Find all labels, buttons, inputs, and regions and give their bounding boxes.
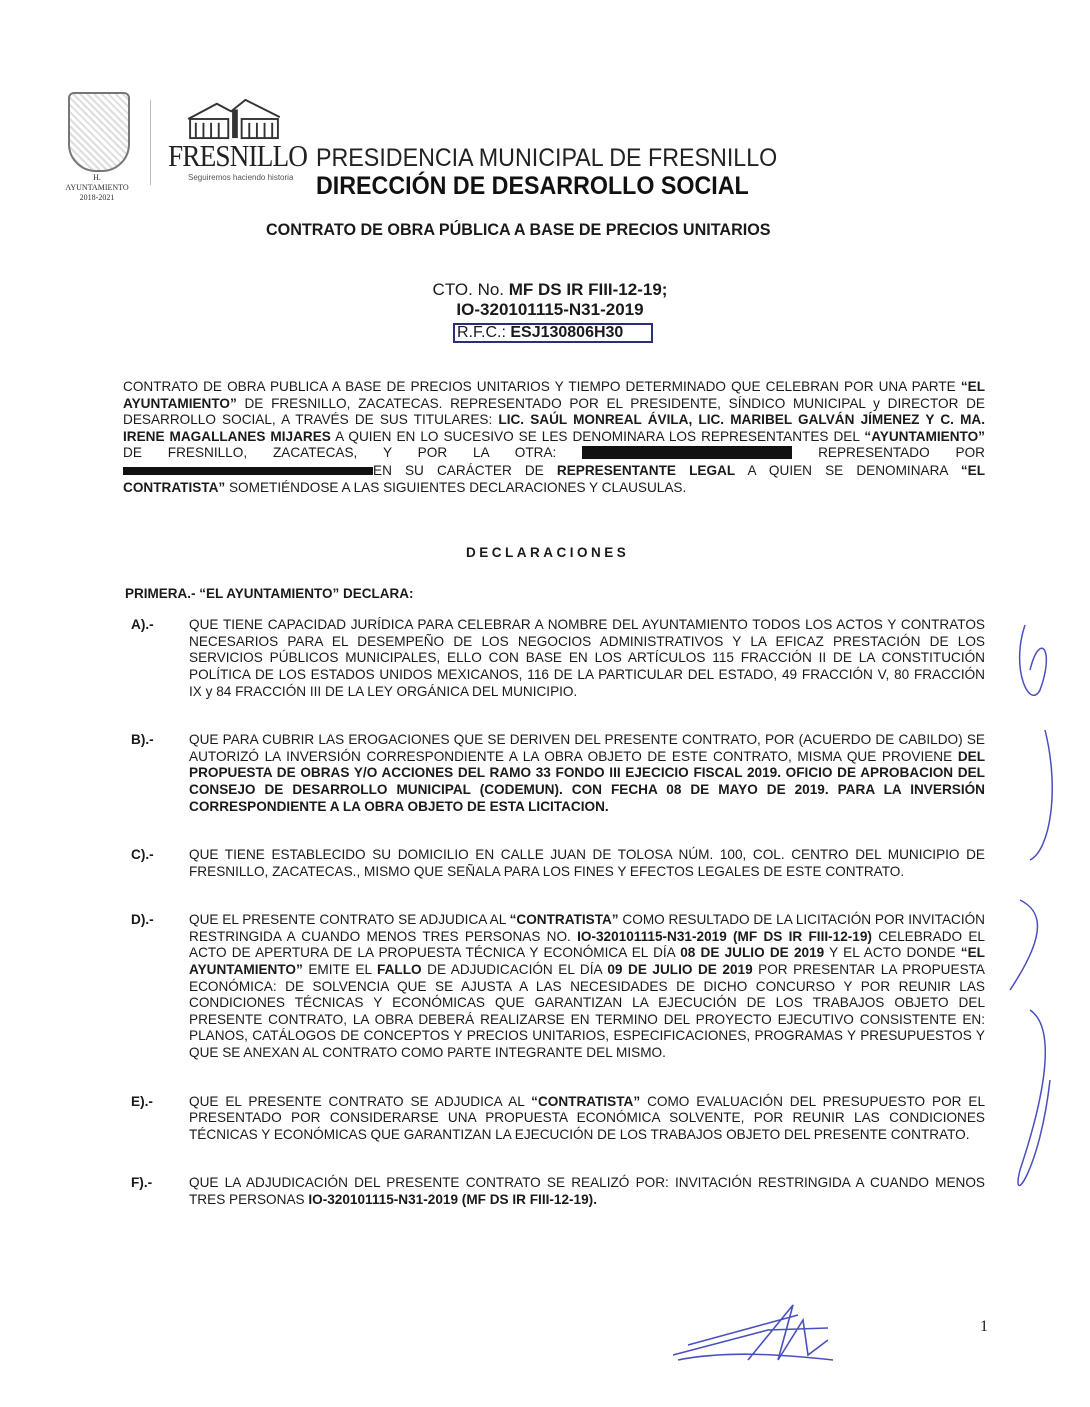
- rfc-box: [453, 323, 653, 343]
- header-title: PRESIDENCIA MUNICIPAL DE FRESNILLO: [316, 144, 778, 172]
- declaration-item-label: E).-: [131, 1093, 153, 1109]
- declaration-item: [123, 1175, 985, 1208]
- declaration-item-text: [189, 732, 985, 815]
- declaration-item: [123, 1094, 985, 1144]
- bottom-signature: [668, 1300, 838, 1372]
- text-segment: POR PRESENTAR LA PROPUESTA ECONÓMICA: DE SOLVENCIA QUE SE AJUSTA A LAS NECESIDADES DE DICHO CONCURSO Y POR REUNIR LAS CONDICIONES TÉCNICAS Y ECONÓMICAS QUE GARANTIZAN LA EJECUCIÓN DE LOS TRABAJOS OBJETO DEL PRESENTE CONTRATO, LA OBRA DEBERÁ REALIZARSE EN TERMINO DEL PROYECTO EJECUTIVO CONSISTENTE EN: PLANOS, CATÁLOGOS DE CONCEPTOS Y PRECIOS UNITARIOS, ESPECIFICACIONES, PROGRAMAS Y PRESUPUESTOS Y QUE SE ANEXAN AL CONTRATO COMO PARTE INTEGRANTE DEL MISMO.: [189, 962, 985, 1061]
- municipal-crest-logo: [68, 92, 130, 172]
- declaration-item-label: F).-: [131, 1175, 153, 1191]
- redacted-text: [582, 446, 792, 459]
- redacted-text: [123, 462, 373, 475]
- crest-caption: [62, 173, 132, 203]
- declaration-item-text: [189, 617, 985, 700]
- declaration-item-text: [189, 912, 985, 1061]
- text-segment: A QUIEN EN LO SUCESIVO SE LES DENOMINARA LOS REPRESENTANTES DEL: [330, 428, 865, 444]
- contract-number: [380, 280, 720, 300]
- bold-text: IO-320101115-N31-2019 (MF DS IR FIII-12-19).: [308, 1192, 597, 1207]
- bold-text: IO-320101115-N31-2019 (MF DS IR FIII-12-19): [577, 928, 872, 944]
- declaration-item-text: [189, 1094, 985, 1144]
- text-segment: COMO EVALUACIÓN DEL PRESUPUESTO POR EL PRESENTADO POR CONSIDERARSE UNA PROPUESTA ECONÓMICA SOLVENTE, POR REUNIR LAS CONDICIONES TÉCNICAS Y ECONÓMICAS QUE GARANTIZAN LA EJECUCIÓN DE LOS TRABAJOS OBJETO DEL PRESENTE CONTRATO.: [189, 1093, 985, 1142]
- text-segment: QUE LA ADJUDICACIÓN DEL PRESENTE CONTRATO SE REALIZÓ POR: INVITACIÓN RESTRINGIDA A CUANDO MENOS TRES PERSONAS: [189, 1175, 985, 1207]
- bold-text: FALLO: [377, 962, 422, 978]
- text-segment: QUE TIENE ESTABLECIDO SU DOMICILIO EN CALLE JUAN DE TOLOSA NÚM. 100, COL. CENTRO DEL MUNICIPIO DE FRESNILLO, ZACATECAS., MISMO QUE SEÑALA PARA LOS FINES Y EFECTOS LEGALES DE ESTE CONTRATO.: [189, 847, 985, 879]
- bold-text: LIC. SAÚL MONREAL ÁVILA, LIC. MARIBEL GALVÁN JÍMENEZ Y C. MA. IRENE MAGALLANES MIJARES: [123, 412, 985, 444]
- contract-heading: CONTRATO DE OBRA PÚBLICA A BASE DE PRECIOS UNITARIOS: [266, 220, 771, 239]
- text-segment: REPRESENTADO POR: [792, 445, 985, 461]
- declaration-items: [123, 617, 985, 1208]
- text-segment: DE FRESNILLO, ZACATECAS, Y POR LA OTRA:: [123, 445, 583, 461]
- contract-body: [123, 379, 985, 1241]
- contract-code: IO-320101115-N31-2019: [456, 300, 644, 319]
- bold-text: REPRESENTANTE LEGAL: [556, 462, 736, 478]
- text-segment: A QUIEN SE DENOMINARA: [735, 462, 961, 478]
- bold-text: “CONTRATISTA”: [509, 912, 619, 928]
- text-segment: DE ADJUDICACIÓN EL DÍA: [421, 962, 608, 978]
- text-segment: COMO RESULTADO DE LA LICITACIÓN POR INVITACIÓN RESTRINGIDA A CUANDO MENOS TRES PERSONAS NO.: [189, 912, 985, 944]
- bold-text: “EL AYUNTAMIENTO”: [189, 945, 985, 978]
- text-segment: CONTRATO DE OBRA PUBLICA A BASE DE PRECIOS UNITARIOS Y TIEMPO DETERMINADO QUE CELEBRAN POR UNA PARTE: [123, 379, 961, 394]
- declaration-item: [123, 847, 985, 880]
- rfc-value: ESJ130806H30: [510, 324, 624, 341]
- cto-prefix: CTO. No.: [432, 280, 509, 299]
- bold-text: DEL PROPUESTA DE OBRAS Y/O ACCIONES DEL RAMO 33 FONDO III EJECICIO FISCAL 2019. OFICIO DE APROBACION DEL CONSEJO DE DESARROLLO MUNICIPAL (CODEMUN). CON FECHA 08 DE MAYO DE 2019. PARA LA INVERSIÓN CORRESPONDIENTE A LA OBRA OBJETO DE ESTA LICITACION.: [189, 748, 985, 814]
- text-segment: EMITE EL: [302, 962, 378, 978]
- text-segment: DE FRESNILLO, ZACATECAS. REPRESENTADO POR EL PRESIDENTE, SÍNDICO MUNICIPAL y DIRECTOR DE DESARROLLO SOCIAL, A TRAVÉS DE SUS TITULARES:: [123, 395, 985, 428]
- declaration-item-label: A).-: [131, 617, 154, 633]
- declaration-item-label: C).-: [131, 847, 154, 863]
- crest-caption-line: H. AYUNTAMIENTO: [65, 173, 129, 192]
- cto-number: MF DS IR FIII-12-19;: [508, 280, 668, 299]
- declaration-item-text: [189, 1175, 985, 1208]
- margin-signature: [1000, 610, 1070, 1230]
- fresnillo-logo-text: FRESNILLO: [168, 138, 308, 173]
- text-segment: Y EL ACTO DONDE: [824, 945, 961, 961]
- page-number: 1: [980, 1318, 988, 1335]
- crest-caption-years: 2018-2021: [79, 193, 115, 202]
- bold-text: 08 DE JULIO DE 2019: [680, 945, 825, 961]
- declaration-item-label: D).-: [131, 912, 154, 928]
- bold-text: “AYUNTAMIENTO”: [864, 428, 985, 444]
- text-segment: QUE TIENE CAPACIDAD JURÍDICA PARA CELEBRAR A NOMBRE DEL AYUNTAMIENTO TODOS LOS ACTOS Y CONTRATOS NECESARIOS PARA EL DESEMPEÑO DE LOS NEGOCIOS ADMINISTRATIVOS Y LA EFICAZ PRESTACIÓN DE LOS SERVICIOS PÚBLICOS MUNICIPALES, ELLO CON BASE EN LOS ARTÍCULOS 115 FRACCIÓN II DE LA CONSTITUCIÓN POLÍTICA DE LOS ESTADOS UNIDOS MEXICANOS, 116 DE LA PARTICULAR DEL ESTADO, 49 FRACCIÓN V, 80 FRACCIÓN IX y 84 FRACCIÓN III DE LA LEY ORGÁNICA DEL MUNICIPIO.: [189, 617, 985, 699]
- header-subtitle: DIRECCIÓN DE DESARROLLO SOCIAL: [316, 172, 749, 200]
- bold-text: “EL AYUNTAMIENTO”: [123, 379, 985, 411]
- text-segment: QUE EL PRESENTE CONTRATO SE ADJUDICA AL: [189, 912, 510, 928]
- bold-text: 09 DE JULIO DE 2019: [607, 962, 753, 978]
- primera-heading: PRIMERA.- “EL AYUNTAMIENTO” DECLARA:: [125, 586, 414, 602]
- logo-tagline: Seguiremos haciendo historia: [188, 173, 294, 182]
- declarations-heading: DECLARACIONES: [466, 545, 630, 561]
- text-segment: QUE EL PRESENTE CONTRATO SE ADJUDICA AL: [189, 1093, 532, 1109]
- declaration-item: [123, 617, 985, 700]
- declaration-item-text: [189, 847, 985, 880]
- declaration-item: [123, 912, 985, 1061]
- bold-text: “CONTRATISTA”: [531, 1093, 641, 1109]
- declaration-item-label: B).-: [131, 732, 154, 748]
- text-segment: SOMETIÉNDOSE A LAS SIGUIENTES DECLARACIONES Y CLAUSULAS.: [225, 479, 687, 495]
- text-segment: EN SU CARÁCTER DE: [373, 462, 557, 478]
- intro-paragraph: [123, 379, 985, 496]
- text-segment: CELEBRADO EL ACTO DE APERTURA DE LA PROPUESTA TÉCNICA Y ECONÓMICA EL DÍA: [189, 928, 985, 961]
- fresnillo-skyline-logo: [186, 98, 282, 140]
- text-segment: QUE PARA CUBRIR LAS EROGACIONES QUE SE DERIVEN DEL PRESENTE CONTRATO, POR (ACUERDO DE CABILDO) SE AUTORIZÓ LA INVERSIÓN CORRESPONDIENTE A LA OBRA OBJETO DE ESTE CONTRATO, MISMA QUE PROVIENE: [189, 732, 985, 764]
- declaration-item: [123, 732, 985, 815]
- header-divider: [150, 100, 151, 185]
- bold-text: “EL CONTRATISTA”: [123, 462, 986, 495]
- rfc-label: R.F.C.:: [457, 324, 511, 341]
